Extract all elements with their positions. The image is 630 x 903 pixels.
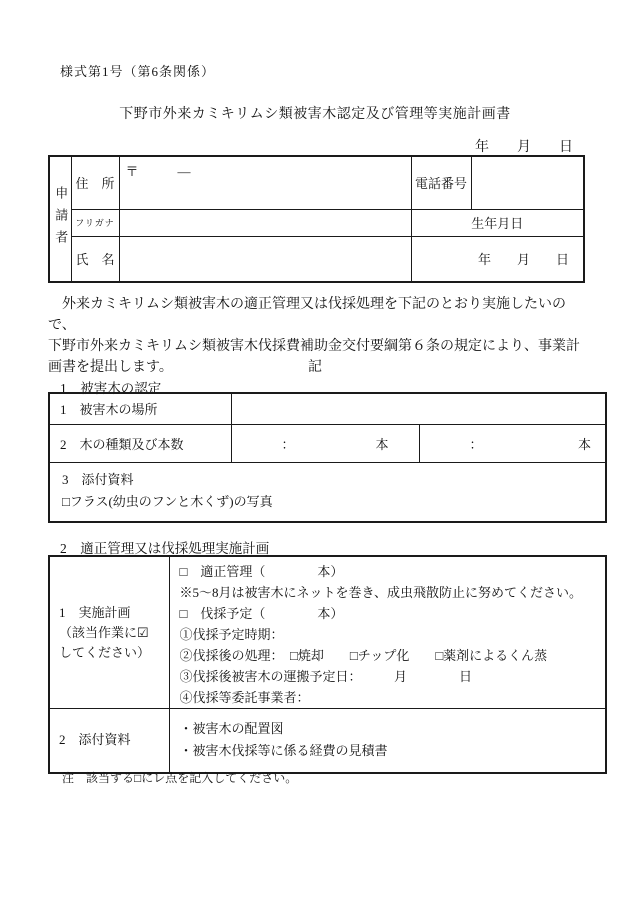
proper-management-checkbox[interactable]: □ 適正管理（ 本） (179, 564, 344, 579)
attachment2-label: 2 添付資料 (49, 709, 169, 773)
form-number: 様式第1号（第6条関係） (60, 64, 216, 79)
paragraph-line: 外来カミキリムシ類被害木の適正管理又は伐採処理を下記のとおり実施したいので、 (48, 297, 566, 333)
paragraph-line: 下野市外来カミキリムシ類被害木伐採費補助金交付要綱第６条の規定により、事業計 (48, 339, 580, 354)
plan-label-line: 1 実施計画 (59, 604, 131, 620)
name-label: 氏 名 (71, 236, 119, 282)
furigana-label: フリガナ (71, 209, 119, 236)
damage-location-field[interactable] (231, 393, 606, 424)
attachment-label: 3 添付資料 (62, 471, 134, 487)
felling-plan-checkbox[interactable]: □ 伐採予定（ 本） (179, 606, 344, 621)
felling-period-field[interactable]: ①伐採予定時期： (179, 627, 284, 642)
damage-location-label: 1 被害木の場所 (49, 393, 231, 424)
address-field[interactable]: 〒 ― (119, 156, 411, 209)
frass-photo-checkbox[interactable]: □フラス(幼虫のフンと木くず)の写真 (62, 493, 273, 509)
contractor-field[interactable]: ④伐採等委託事業者： (179, 690, 310, 705)
colon-separator: ： (281, 436, 295, 452)
plan-label-cell (49, 556, 169, 709)
furigana-field[interactable] (119, 209, 411, 236)
attachment-cell (49, 462, 606, 522)
section2-heading: 2 適正管理又は伐採処理実施計画 (60, 541, 270, 556)
net-wrapping-note: ※5～8月は被害木にネットを巻き、成虫飛散防止に努めてください。 (179, 585, 582, 600)
phone-field[interactable] (471, 156, 584, 209)
applicant-group-label: 申請者 (53, 186, 69, 252)
phone-label: 電話番号 (411, 156, 471, 209)
applicant-table (48, 155, 585, 283)
plan-label-line: してください） (59, 644, 151, 660)
attachment-item: ・被害木伐採等に係る経費の見積書 (179, 743, 388, 759)
plan-body-cell (169, 556, 606, 709)
post-felling-treatment-checkboxes[interactable]: ②伐採後の処理： □焼却 □チップ化 □薬剤によるくん蒸 (179, 648, 548, 663)
address-label: 住 所 (71, 156, 119, 209)
footer-note: 注 該当する□にレ点を記入してください。 (62, 771, 298, 785)
birthdate-label: 生年月日 (411, 209, 584, 236)
name-field[interactable] (119, 236, 411, 282)
tree-type-count-label: 2 木の種類及び本数 (49, 424, 231, 462)
attachment2-cell (169, 709, 606, 773)
tree-count-field-2[interactable] (419, 424, 606, 462)
birthdate-field[interactable]: 年 月 日 (411, 236, 584, 282)
attachment-item: ・被害木の配置図 (179, 721, 284, 737)
plan-label-line: （該当作業に☑ (59, 624, 149, 640)
ki-marker: 記 (308, 360, 322, 375)
section1-heading: 1 被害木の認定 (60, 381, 162, 396)
page-title: 下野市外来カミキリムシ類被害木認定及び管理等実施計画書 (119, 107, 511, 122)
colon-separator: ： (469, 436, 483, 452)
applicant-group-cell (49, 156, 71, 282)
transport-date-field[interactable]: ③伐採後被害木の運搬予定日： 月 日 (179, 669, 473, 684)
management-plan-table (48, 555, 607, 774)
unit-label: 本 (375, 436, 389, 452)
tree-count-field-1[interactable] (231, 424, 419, 462)
unit-label: 本 (577, 436, 591, 452)
damage-certification-table (48, 392, 607, 523)
paragraph-line: 画書を提出します。 (48, 360, 173, 375)
date-line: 年 月 日 (475, 140, 573, 155)
